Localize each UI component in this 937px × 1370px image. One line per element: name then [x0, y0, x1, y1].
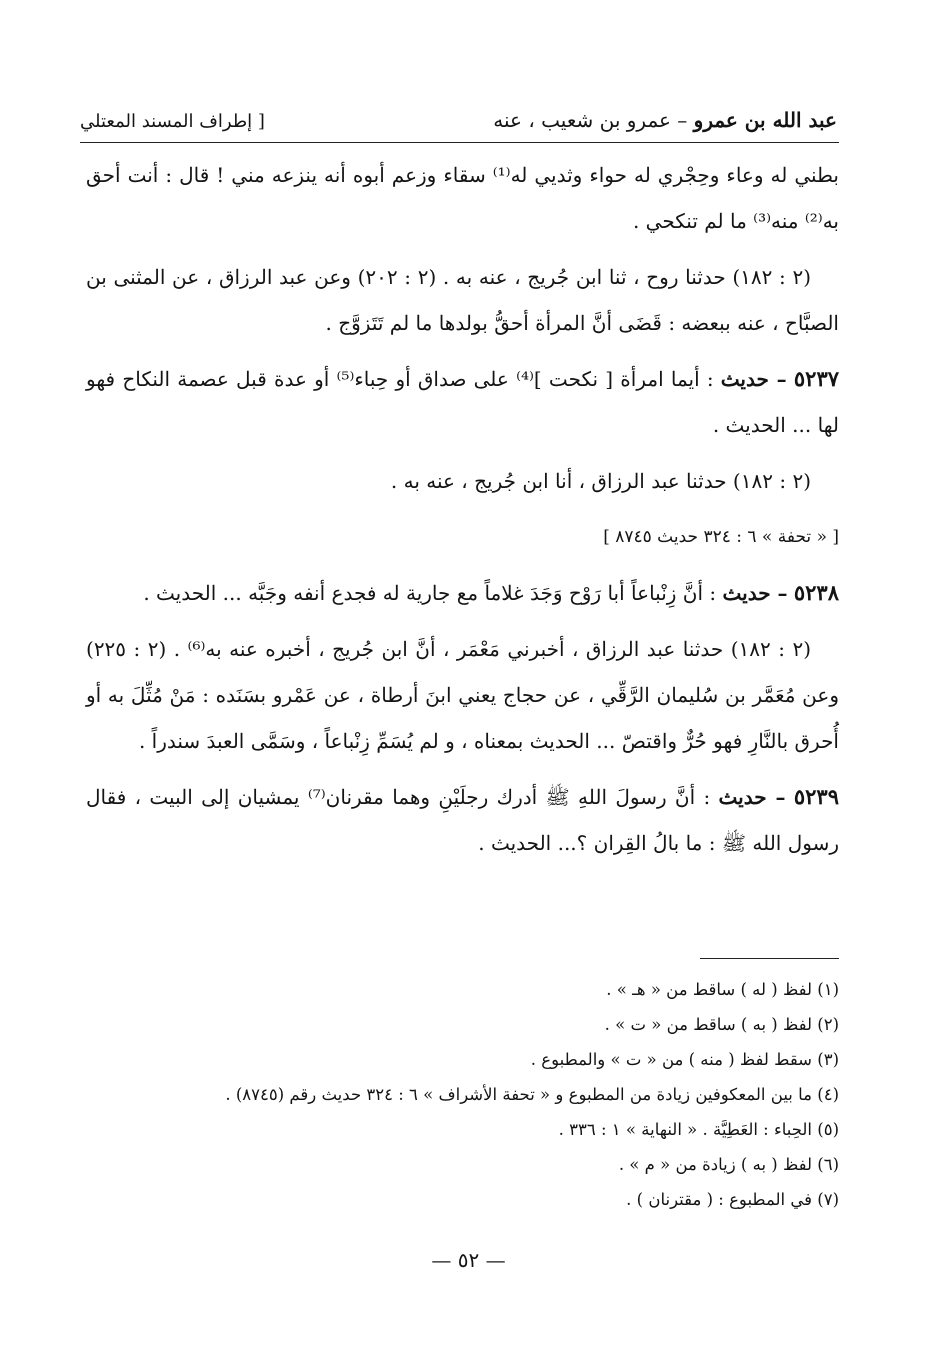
main-text	[86, 152, 839, 876]
paragraph-chain: (٢ : ١٨٢) حدثنا روح ، ثنا ابن جُريج ، عنه به . (٢ : ٢٠٢) وعن عبد الرزاق ، عن المثنى بن الصبَّاح ، عنه ببعضه : قَضَى أنَّ المرأة أحقُّ بولدها ما لم تَتَزوَّج .	[86, 265, 839, 335]
page-number: — ٥٢ —	[431, 1248, 506, 1272]
hadith-keyword: – حديث	[718, 785, 786, 809]
header-book-name: [ إطراف المسند المعتلي	[80, 111, 265, 132]
hadith-5237	[86, 356, 839, 448]
hadith-keyword: – حديث	[722, 581, 788, 605]
hadith-text: : أنَّ زِنْباعاً أبا رَوْح وَجَدَ غلاماً مع جارية له فجدع أنفه وجَبَّه ... الحديث .	[143, 581, 723, 605]
footnote-5: (٥) الحِباء : العَطِيَّة . « النهاية » ١ : ٣٣٦ .	[558, 1120, 839, 1139]
hadith-5239	[86, 774, 839, 866]
hadith-5237-chain: (٢ : ١٨٢) حدثنا عبد الرزاق ، أنا ابن جُريج ، عنه به .	[390, 469, 811, 493]
header-title-sub: – عمرو بن شعيب ، عنه	[493, 108, 694, 132]
hadith-5238-chain: (٢ : ١٨٢) حدثنا عبد الرزاق ، أخبرني مَعْمَر ، أنَّ ابن جُريج ، أخبره عنه به⁽⁶⁾ . (٢ : ٢٢٥) وعن مُعَمَّر بن سُليمان الرَّقِّي ، عن حجاج يعني ابنَ أرطاة ، عن عَمْرو بسَنَده : مَنْ مُثِّلَ به أو أُحرق بالنَّارِ فهو حُرٌّ واقتصّ ... الحديث بمعناه ، و لم يُسَمِّ زِنْباعاً ، وسَمَّى العبدَ سندراً .	[86, 637, 839, 753]
footnote-4: (٤) ما بين المعكوفين زيادة من المطبوع و « تحفة الأشراف » ٦ : ٣٢٤ حديث رقم (٨٧٤٥) .	[225, 1085, 839, 1104]
header-title	[493, 108, 837, 132]
hadith-5237-reference: [ « تحفة » ٦ : ٣٢٤ حديث ٨٧٤٥ ]	[603, 527, 839, 547]
footnote-3: (٣) سقط لفظ ( منه ) من « ت » والمطبوع .	[530, 1050, 839, 1069]
footnotes	[86, 972, 839, 1217]
header-rule	[80, 142, 839, 143]
hadith-number: ٥٢٣٩	[793, 784, 839, 809]
header-title-main: عبد الله بن عمرو	[693, 108, 837, 132]
footnote-2: (٢) لفظ ( به ) ساقط من « ت » .	[604, 1015, 839, 1034]
footnote-1: (١) لفظ ( له ) ساقط من « هـ » .	[606, 980, 839, 999]
hadith-number: ٥٢٣٧	[793, 366, 840, 391]
hadith-text: : أنَّ رسولَ اللهِ ﷺ أدرك رجلَيْنِ وهما مقرنان⁽⁷⁾ يمشيان إلى البيت ، فقال رسول الله ﷺ : ما بالُ القِران ؟... الحديث .	[86, 785, 839, 855]
hadith-5238	[86, 570, 839, 616]
paragraph-continuation: بطني له وعاء وحِجْري له حواء وثديي له⁽¹⁾ سقاء وزعم أبوه أنه ينزعه مني ! قال : أنت أحق به⁽²⁾ منه⁽³⁾ ما لم تنكحي .	[86, 163, 839, 233]
footnote-7: (٧) في المطبوع : ( مقترنان ) .	[626, 1190, 839, 1209]
hadith-keyword: – حديث	[720, 367, 787, 391]
hadith-number: ٥٢٣٨	[793, 580, 839, 605]
hadith-text: : أيما امرأة [ نكحت ]⁽⁴⁾ على صداق أو حِباء⁽⁵⁾ أو عدة قبل عصمة النكاح فهو لها ... الحديث .	[86, 367, 839, 437]
running-header	[80, 92, 837, 132]
footnote-rule	[700, 958, 839, 959]
footnote-6: (٦) لفظ ( به ) زيادة من « م » .	[618, 1155, 839, 1174]
